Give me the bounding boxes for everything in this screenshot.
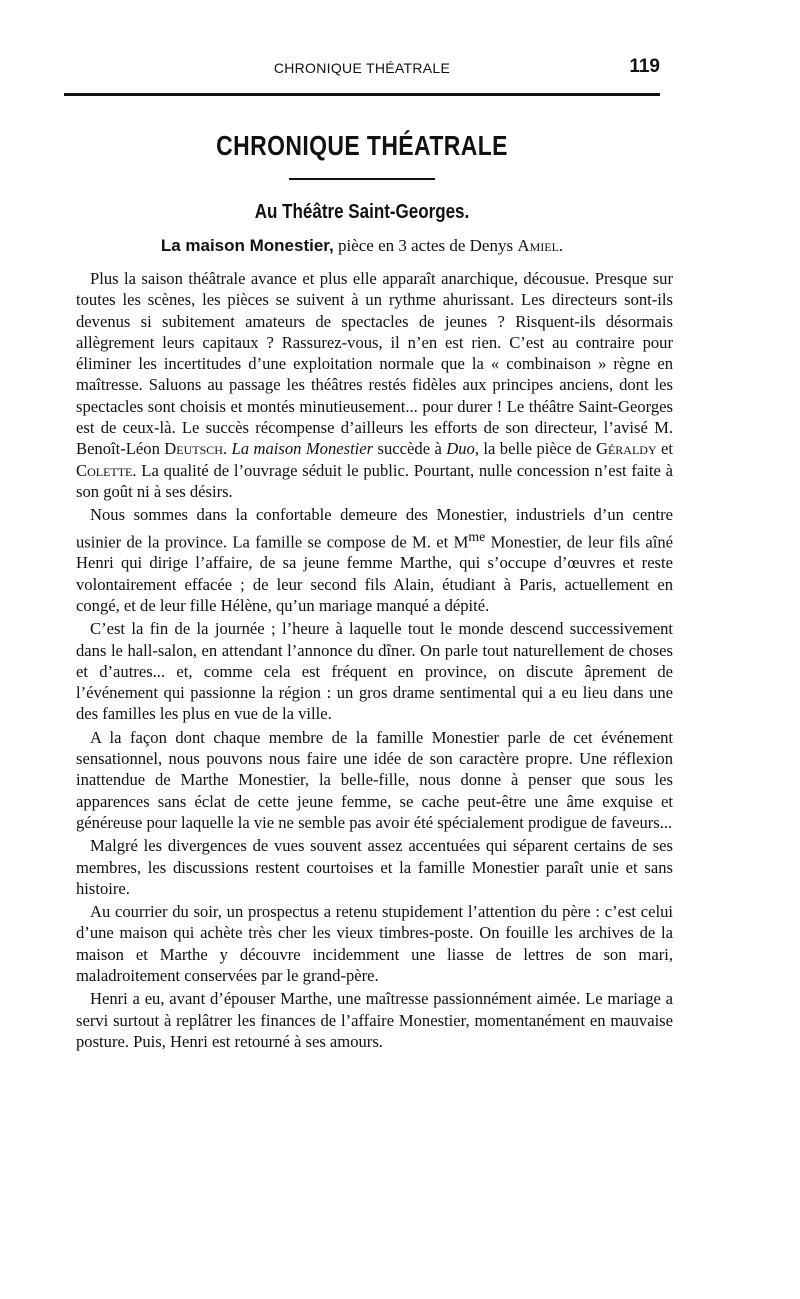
play-title-italic: Duo [446, 439, 475, 459]
paragraph-text: Nous sommes dans la confortable demeure des Monestier, industriels d’un centre usinier de la province. La famille se compose de M. et M [76, 505, 673, 552]
paragraph-4: A la façon dont chaque membre de la famille Monestier parle de cet événement sensationnel, nous pouvons nous faire une idée de son caractère propre. Une réflexion inattendue de Marthe Monestier, la belle-fille, nous donne à penser que sous les apparences sans éclat de cette jeune femme, se cache peut-être une âme exquise et généreuse pour laquelle la vie ne semble pas avoir été spécialement prodigue de faveurs... [76, 727, 673, 832]
play-line [64, 236, 660, 256]
person-name: Colette. [76, 460, 137, 480]
play-name: La maison Monestier, [160, 236, 334, 255]
article-body [76, 268, 673, 1054]
paragraph-5: Malgré les divergences de vues souvent assez accentuées qui séparent certains de ses membres, les discussions restent courtoises et la famille Monestier paraît unie et sans histoire. [76, 836, 673, 898]
person-name: Géraldy [595, 439, 657, 459]
paragraph-text: Monestier, de leur fils aîné Henri qui dirige l’affaire, de sa jeune femme Marthe, qui s’occupe d’œuvres et reste volontairement effacée ; de leur second fils Alain, étudiant à Paris, actuellement en congé, et de leur fille Hélène, qu’un mariage manqué a dépité. [76, 532, 674, 615]
paragraph-1 [76, 268, 673, 502]
header-rule [64, 93, 660, 96]
running-header [64, 56, 660, 86]
play-description: pièce en 3 actes de Denys [333, 236, 518, 255]
play-author: Amiel. [517, 236, 564, 255]
paragraph-text: succède à [373, 439, 447, 459]
superscript: me [468, 528, 486, 544]
page-number: 119 [629, 56, 660, 77]
title-rule [289, 178, 435, 180]
paragraph-text: , la belle pièce de [474, 439, 596, 459]
paragraph-text: et [656, 439, 674, 459]
paragraph-3: C’est la fin de la journée ; l’heure à laquelle tout le monde descend successivement dans le hall-salon, en attendant l’annonce du dîner. On parle tout naturellement de choses et d’autres... et, comme cela est fréquent en province, on discute âprement de l’événement qui passionne la région : un gros drame sentimental qui a eu lieu dans une des familles les plus en vue de la ville. [76, 619, 673, 724]
running-title: CHRONIQUE THÉATRALE [273, 60, 451, 76]
paragraph-6: Au courrier du soir, un prospectus a retenu stupidement l’attention du père : c’est celui d’une maison qui achète très cher les vieux timbres-poste. On fouille les archives de la maison et Marthe y découvre incidemment une liasse de lettres de son mari, maladroitement conservées par le grand-père. [76, 902, 673, 986]
paragraph-2 [76, 504, 673, 616]
person-name: Deutsch. [164, 439, 228, 459]
paragraph-text: La qualité de l’ouvrage séduit le public. Pourtant, nulle concession n’est faite à son goût ni à ses désirs. [76, 460, 673, 501]
paragraph-7: Henri a eu, avant d’épouser Marthe, une maîtresse passionnément aimée. Le mariage a servi surtout à replâtrer les finances de l’affaire Monestier, momentanément en mauvaise posture. Puis, Henri est retourné à ses amours. [76, 989, 673, 1051]
paragraph-text: Plus la saison théâtrale avance et plus elle apparaît anarchique, décousue. Presque sur toutes les scènes, les pièces se suivent à un rythme ahurissant. Les directeurs sont-ils devenus si subitement amateurs de spectacles de jeunes ? Risquent-ils désormais allègrement leurs capitaux ? Rassurez-vous, il n’en est rien. C’est au contraire pour éliminer les incertitudes d’une exploitation normale que la « combinaison » règne en maîtresse. Saluons au passage les théâtres restés fidèles aux principes anciens, dont les spectacles sont choisis et montés minutieusement... pour durer ! Le théâtre Saint-Georges est de ceux-là. Le succès récompense d’ailleurs les efforts de son directeur, l’avisé M. Benoît-Léon [76, 269, 673, 459]
article-subtitle: Au Théâtre Saint-Georges. [254, 201, 470, 223]
play-title-italic: La maison Monestier [231, 439, 374, 459]
article-title: CHRONIQUE THÉATRALE [216, 130, 508, 161]
